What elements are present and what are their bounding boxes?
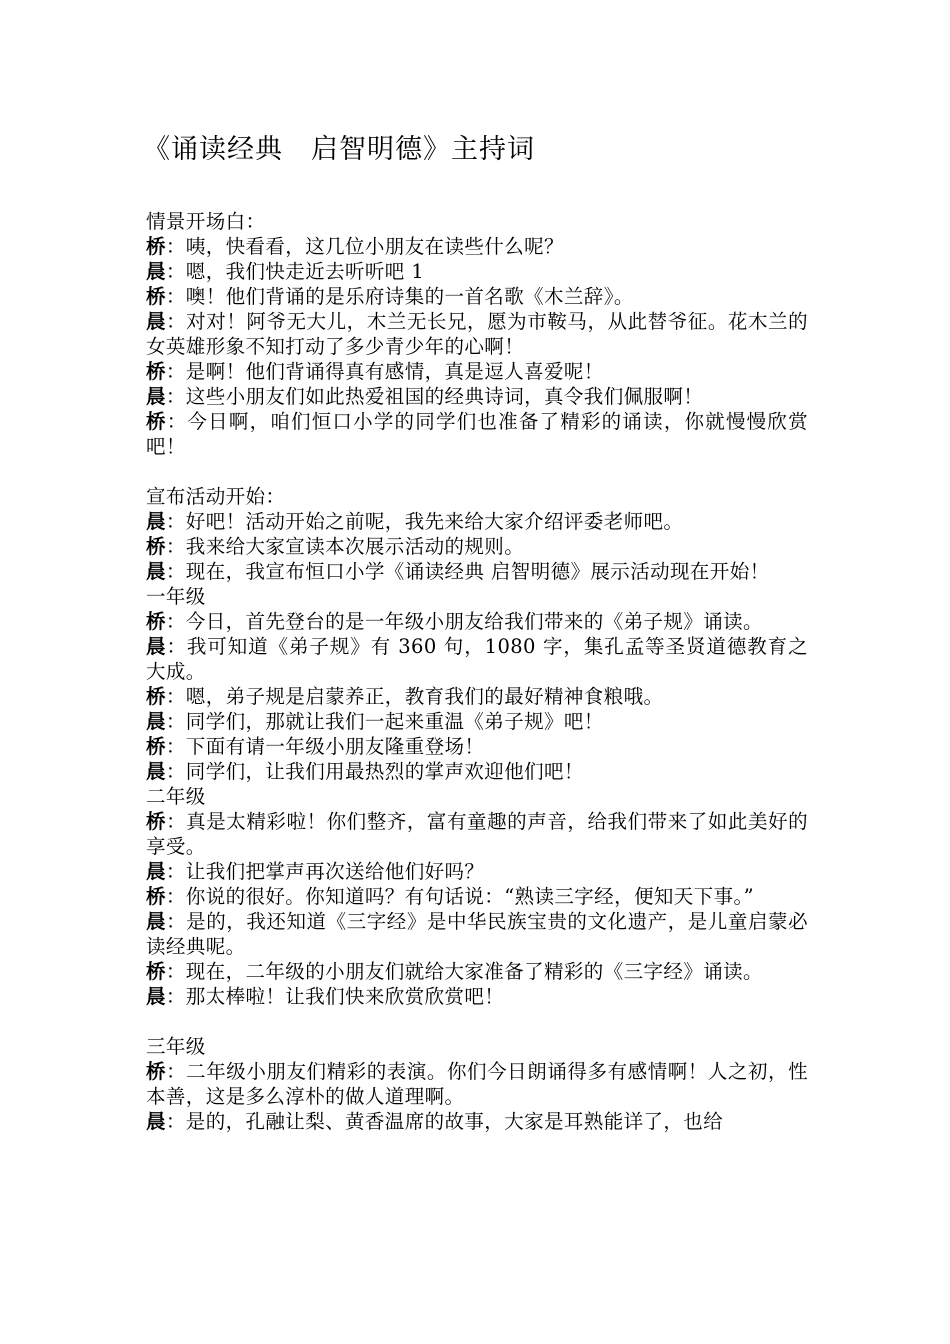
dialogue-text: ：我可知道《弟子规》有 360 句，1080 字，集孔孟等圣贤道德教育之大成。 xyxy=(146,635,809,683)
script-section xyxy=(146,209,808,459)
speaker-name: 桥 xyxy=(146,285,166,308)
document-body xyxy=(146,209,808,1134)
dialogue-line xyxy=(146,884,808,909)
script-section xyxy=(146,1034,808,1134)
dialogue-line xyxy=(146,609,808,634)
dialogue-text: ：同学们，那就让我们一起来重温《弟子规》吧！ xyxy=(165,710,604,733)
dialogue-text: ：噢！他们背诵的是乐府诗集的一首名歌《木兰辞》。 xyxy=(165,285,634,308)
dialogue-text: ：同学们，让我们用最热烈的掌声欢迎他们吧！ xyxy=(165,760,584,783)
speaker-name: 桥 xyxy=(146,410,167,433)
speaker-name: 桥 xyxy=(146,235,166,258)
dialogue-line xyxy=(146,309,808,359)
script-section xyxy=(146,584,808,784)
dialogue-line xyxy=(146,259,808,284)
document-title: 《诵读经典 启智明德》主持词 xyxy=(143,134,535,165)
section-heading: 二年级 xyxy=(146,785,206,808)
dialogue-text: ：今日，首先登台的是一年级小朋友给我们带来的《弟子规》诵读。 xyxy=(165,610,763,633)
dialogue-line xyxy=(146,859,808,884)
dialogue-text: ：是啊！他们背诵得真有感情，真是逗人喜爱呢！ xyxy=(165,360,604,383)
section-heading: 三年级 xyxy=(146,1035,206,1058)
speaker-name: 晨 xyxy=(146,635,167,658)
speaker-name: 晨 xyxy=(146,1110,166,1133)
dialogue-line xyxy=(146,634,808,684)
dialogue-text: ：你说的很好。你知道吗？有句话说：“熟读三字经，便知天下事。” xyxy=(165,885,754,908)
dialogue-line xyxy=(146,409,808,459)
dialogue-text: ：对对！阿爷无大儿，木兰无长兄，愿为市鞍马，从此替爷征。花木兰的女英雄形象不知打动了多少青少年的心啊！ xyxy=(146,310,808,358)
dialogue-text: ：嗯，弟子规是启蒙养正，教育我们的最好精神食粮哦。 xyxy=(165,685,664,708)
dialogue-text: ：真是太精彩啦！你们整齐，富有童趣的声音，给我们带来了如此美好的享受。 xyxy=(146,810,808,858)
dialogue-line xyxy=(146,384,808,409)
speaker-name: 晨 xyxy=(146,710,166,733)
speaker-name: 桥 xyxy=(146,535,166,558)
dialogue-text: ：我来给大家宣读本次展示活动的规则。 xyxy=(165,535,525,558)
dialogue-line xyxy=(146,234,808,259)
dialogue-line xyxy=(146,509,808,534)
speaker-name: 桥 xyxy=(146,610,166,633)
speaker-name: 晨 xyxy=(146,910,167,933)
speaker-name: 桥 xyxy=(146,735,166,758)
dialogue-text: ：那太棒啦！让我们快来欣赏欣赏吧！ xyxy=(165,985,505,1008)
dialogue-line xyxy=(146,959,808,984)
speaker-name: 晨 xyxy=(146,260,166,283)
section-heading: 宣布活动开始： xyxy=(146,485,286,508)
speaker-name: 晨 xyxy=(146,310,167,333)
dialogue-line xyxy=(146,1109,808,1134)
dialogue-line xyxy=(146,734,808,759)
dialogue-text: ：让我们把掌声再次送给他们好吗？ xyxy=(165,860,485,883)
dialogue-line xyxy=(146,1059,808,1109)
speaker-name: 晨 xyxy=(146,385,166,408)
script-section xyxy=(146,484,808,584)
dialogue-line xyxy=(146,909,808,959)
dialogue-text: ：今日啊，咱们恒口小学的同学们也准备了精彩的诵读，你就慢慢欣赏吧！ xyxy=(146,410,808,458)
dialogue-text: ：现在，我宣布恒口小学《诵读经典 启智明德》展示活动现在开始！ xyxy=(165,560,770,583)
speaker-name: 晨 xyxy=(146,860,166,883)
speaker-name: 桥 xyxy=(146,885,166,908)
speaker-name: 晨 xyxy=(146,510,166,533)
dialogue-line xyxy=(146,684,808,709)
dialogue-text: ：现在，二年级的小朋友们就给大家准备了精彩的《三字经》诵读。 xyxy=(165,960,763,983)
speaker-name: 桥 xyxy=(146,960,166,983)
speaker-name: 晨 xyxy=(146,560,166,583)
dialogue-line xyxy=(146,534,808,559)
section-heading: 情景开场白： xyxy=(146,210,266,233)
speaker-name: 桥 xyxy=(146,1060,167,1083)
dialogue-line xyxy=(146,709,808,734)
speaker-name: 晨 xyxy=(146,985,166,1008)
speaker-name: 桥 xyxy=(146,810,167,833)
script-section xyxy=(146,784,808,1009)
dialogue-text: ：是的，我还知道《三字经》是中华民族宝贵的文化遗产，是儿童启蒙必读经典呢。 xyxy=(146,910,808,958)
dialogue-line xyxy=(146,284,808,309)
dialogue-text: ：二年级小朋友们精彩的表演。你们今日朗诵得多有感情啊！人之初，性本善，这是多么淳朴的做人道理啊。 xyxy=(146,1060,808,1108)
speaker-name: 晨 xyxy=(146,760,166,783)
dialogue-line xyxy=(146,359,808,384)
dialogue-line xyxy=(146,559,808,584)
dialogue-line xyxy=(146,759,808,784)
dialogue-text: ：嗯，我们快走近去听听吧 1 xyxy=(165,260,425,283)
dialogue-line xyxy=(146,809,808,859)
section-heading: 一年级 xyxy=(146,585,206,608)
dialogue-text: ：是的，孔融让梨、黄香温席的故事，大家是耳熟能详了，也给 xyxy=(165,1110,724,1133)
speaker-name: 桥 xyxy=(146,685,166,708)
dialogue-text: ：咦，快看看，这几位小朋友在读些什么呢？ xyxy=(165,235,564,258)
speaker-name: 桥 xyxy=(146,360,166,383)
dialogue-text: ：好吧！活动开始之前呢，我先来给大家介绍评委老师吧。 xyxy=(165,510,684,533)
dialogue-text: ：下面有请一年级小朋友隆重登场！ xyxy=(165,735,485,758)
document-page xyxy=(143,128,809,1134)
dialogue-text: ：这些小朋友们如此热爱祖国的经典诗词，真令我们佩服啊！ xyxy=(165,385,704,408)
dialogue-line xyxy=(146,984,808,1009)
